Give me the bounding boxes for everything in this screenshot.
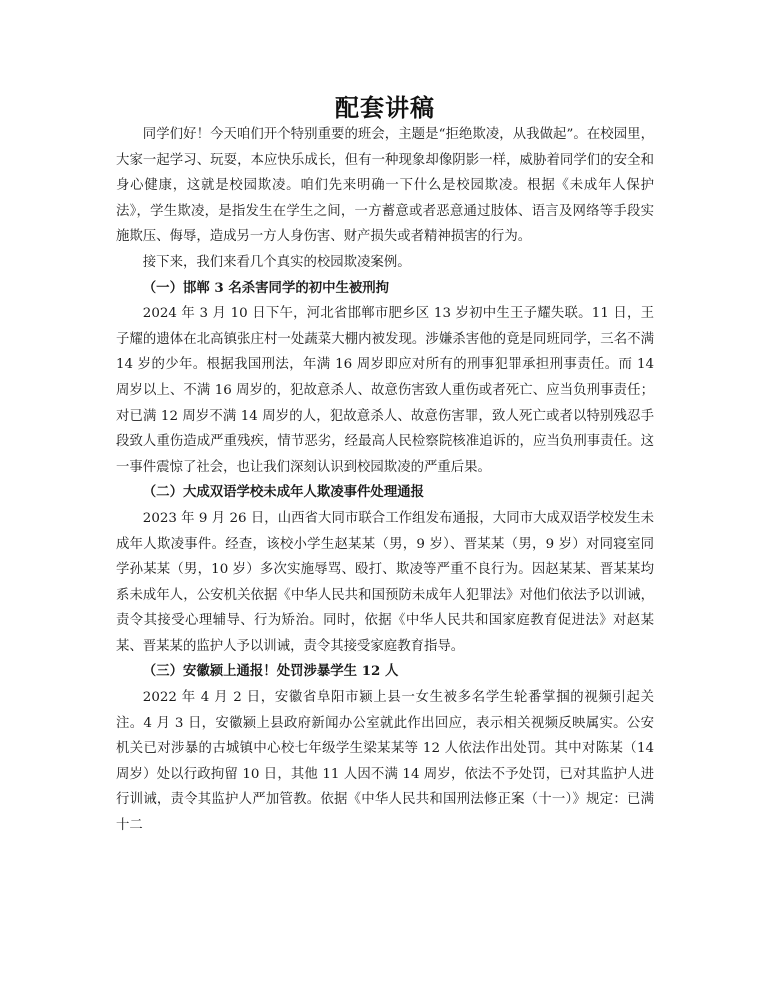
- case-3-body: 2022 年 4 月 2 日，安徽省阜阳市颍上县一女生被多名学生轮番掌掴的视频引起关注。4 月 3 日，安徽颍上县政府新闻办公室就此作出回应，表示相关视频反映属实。公安机关已对涉暴的古城镇中心校七年级学生梁某某等 12 人依法作出处罚。其中对陈某（14 周岁）处以行政拘留 10 日，其他 11 人因不满 14 周岁，依法不予处罚，已对其监护人进行训诫，责令其监护人严加管教。依据《中华人民共和国刑法修正案（十一）》规定：已满十二: [116, 690, 654, 834]
- intro-paragraph: 同学们好！今天咱们开个特别重要的班会，主题是“拒绝欺凌，从我做起”。在校园里，大家一起学习、玩耍，本应快乐成长，但有一种现象却像阴影一样，威胁着同学们的安全和身心健康，这就是校园欺凌。咱们先来明确一下什么是校园欺凌。根据《未成年人保护法》，学生欺凌，是指发生在学生之间，一方蓄意或者恶意通过肢体、语言及网络等手段实施欺压、侮辱，造成另一方人身伤害、财产损失或者精神损害的行为。: [116, 127, 654, 245]
- page-title: 配套讲稿: [335, 93, 435, 122]
- case-2-heading: （二）大成双语学校未成年人欺凌事件处理通报: [142, 484, 424, 501]
- transition-paragraph: 接下来，我们来看几个真实的校园欺凌案例。: [142, 254, 411, 270]
- case-1-heading: （一）邯郸 3 名杀害同学的初中生被刑拘: [142, 279, 390, 296]
- case-1-body: 2024 年 3 月 10 日下午，河北省邯郸市肥乡区 13 岁初中生王子耀失联。11 日，王子耀的遗体在北高镇张庄村一处蔬菜大棚内被发现。涉嫌杀害他的竟是同班同学，三名不满 14 岁的少年。根据我国刑法，年满 16 周岁即应对所有的刑事犯罪承担刑事责任。而 14 周岁以上、不满 16 周岁的，犯故意杀人、故意伤害致人重伤或者死亡、应当负刑事责任；对已满 12 周岁不满 14 周岁的人，犯故意杀人、故意伤害罪，致人死亡或者以特别残忍手段致人重伤造成严重残疾，情节恶劣，经最高人民检察院核准追诉的，应当负刑事责任。这一事件震惊了社会，也让我们深刻认识到校园欺凌的严重后果。: [116, 306, 654, 475]
- case-3-heading: （三）安徽颍上通报！处罚涉暴学生 12 人: [142, 663, 399, 680]
- case-2-body: 2023 年 9 月 26 日，山西省大同市联合工作组发布通报，大同市大成双语学校发生未成年人欺凌事件。经查，该校小学生赵某某（男，9 岁）、晋某某（男，9 岁）对同寝室同学孙某某（男，10 岁）多次实施辱骂、殴打、欺凌等严重不良行为。因赵某某、晋某某均系未成年人，公安机关依据《中华人民共和国预防未成年人犯罪法》对他们依法予以训诫，责令其接受心理辅导、行为矫治。同时，依据《中华人民共和国家庭教育促进法》对赵某某、晋某某的监护人予以训诫，责令其接受家庭教育指导。: [116, 510, 654, 654]
- document-body: [116, 122, 654, 839]
